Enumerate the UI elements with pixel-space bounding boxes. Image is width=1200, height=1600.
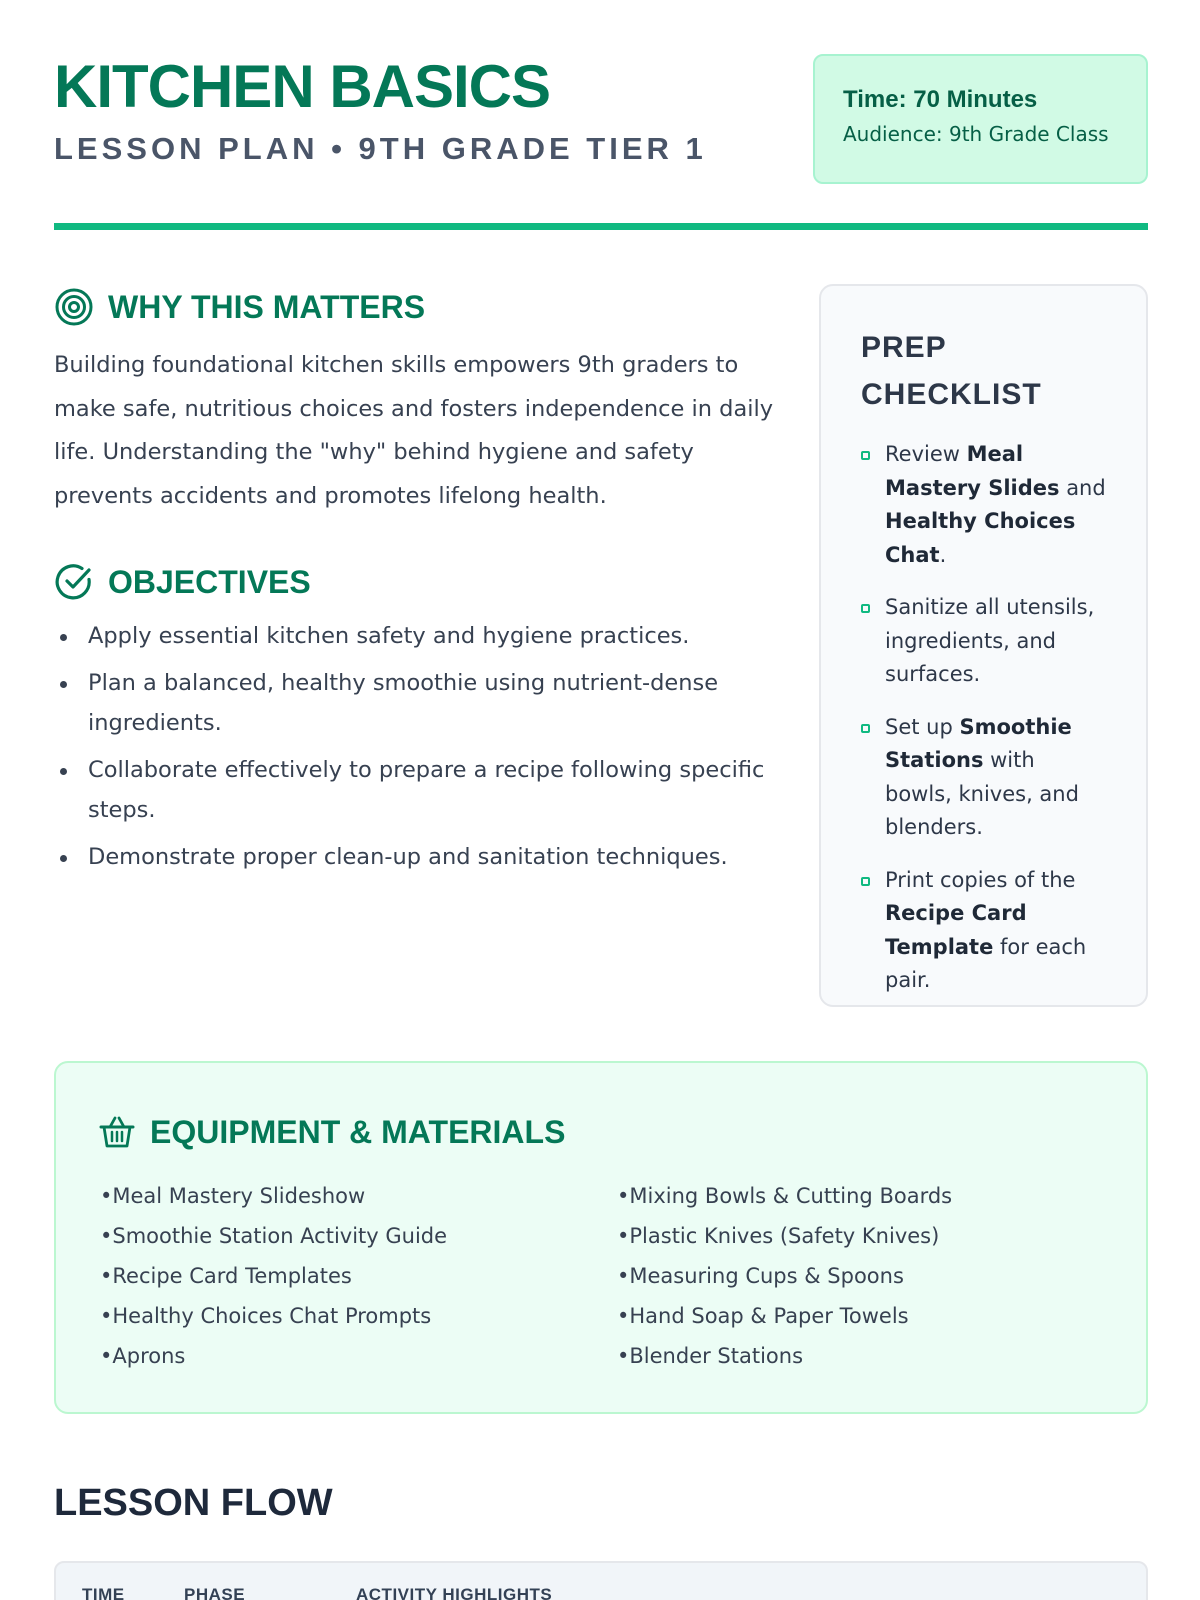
- lesson-flow-table: [54, 1561, 1148, 1600]
- time-label: Time: 70 Minutes: [843, 86, 1038, 113]
- audience-label: Audience: 9th Grade Class: [843, 122, 1109, 147]
- why-paragraph: Building foundational kitchen skills empowers 9th graders to make safe, nutritious choices and fosters independence in daily life. Understanding the "why" behind hygiene and safety prevents accidents and promotes lifelong health.: [54, 352, 774, 509]
- list-item: • Smoothie Station Activity Guide: [100, 1216, 447, 1256]
- checkbox-icon[interactable]: [861, 604, 870, 613]
- header-divider: [54, 223, 1148, 230]
- checklist-item: Sanitize all utensils, ingredients, and surfaces.: [861, 591, 1108, 692]
- checklist-item: Print copies of the Recipe Card Template for each pair.: [861, 864, 1108, 998]
- list-item: Apply essential kitchen safety and hygiene practices.: [54, 616, 784, 656]
- prep-checklist-list: [861, 438, 1108, 998]
- list-item: • Measuring Cups & Spoons: [617, 1256, 952, 1296]
- list-item: Plan a balanced, healthy smoothie using nutrient-dense ingredients.: [54, 663, 784, 743]
- list-item: Collaborate effectively to prepare a recipe following specific steps.: [54, 750, 784, 830]
- list-item: • Healthy Choices Chat Prompts: [100, 1296, 447, 1336]
- lesson-flow-title: LESSON FLOW: [54, 1482, 333, 1524]
- target-icon: [54, 287, 94, 327]
- objectives-list: [54, 616, 784, 884]
- checklist-item: Set up Smoothie Stations with bowls, knives, and blenders.: [861, 711, 1108, 845]
- column-header-phase: PHASE: [184, 1585, 246, 1600]
- list-item: • Aprons: [100, 1336, 447, 1376]
- equipment-panel: [54, 1061, 1148, 1414]
- checkbox-icon[interactable]: [861, 877, 870, 886]
- prep-checklist-title: PREP CHECKLIST: [861, 331, 1042, 411]
- why-section-heading: [54, 287, 425, 327]
- column-header-activity: ACTIVITY HIGHLIGHTS: [356, 1585, 553, 1600]
- page-subtitle: LESSON PLAN • 9TH GRADE TIER 1: [54, 131, 707, 166]
- checkbox-icon[interactable]: [861, 724, 870, 733]
- prep-checklist-card: [819, 284, 1148, 1007]
- equipment-section-heading: [98, 1113, 565, 1151]
- equipment-heading-label: EQUIPMENT & MATERIALS: [150, 1114, 566, 1150]
- check-circle-icon: [54, 562, 94, 602]
- basket-icon: [98, 1113, 136, 1151]
- list-item: • Blender Stations: [617, 1336, 952, 1376]
- column-header-time: TIME: [82, 1585, 125, 1600]
- page-title: KITCHEN BASICS: [54, 53, 551, 120]
- checklist-item: Review Meal Mastery Slides and Healthy Choices Chat.: [861, 438, 1108, 572]
- list-item: • Mixing Bowls & Cutting Boards: [617, 1176, 952, 1216]
- list-item: • Hand Soap & Paper Towels: [617, 1296, 952, 1336]
- why-heading-label: WHY THIS MATTERS: [108, 289, 426, 325]
- list-item: Demonstrate proper clean-up and sanitation techniques.: [54, 837, 784, 877]
- list-item: • Plastic Knives (Safety Knives): [617, 1216, 952, 1256]
- objectives-heading-label: OBJECTIVES: [108, 564, 311, 600]
- list-item: • Recipe Card Templates: [100, 1256, 447, 1296]
- equipment-list-right: [617, 1176, 952, 1376]
- equipment-list-left: [100, 1176, 447, 1376]
- objectives-section-heading: [54, 562, 311, 602]
- time-audience-badge: [813, 54, 1148, 184]
- list-item: • Meal Mastery Slideshow: [100, 1176, 447, 1216]
- checkbox-icon[interactable]: [861, 451, 870, 460]
